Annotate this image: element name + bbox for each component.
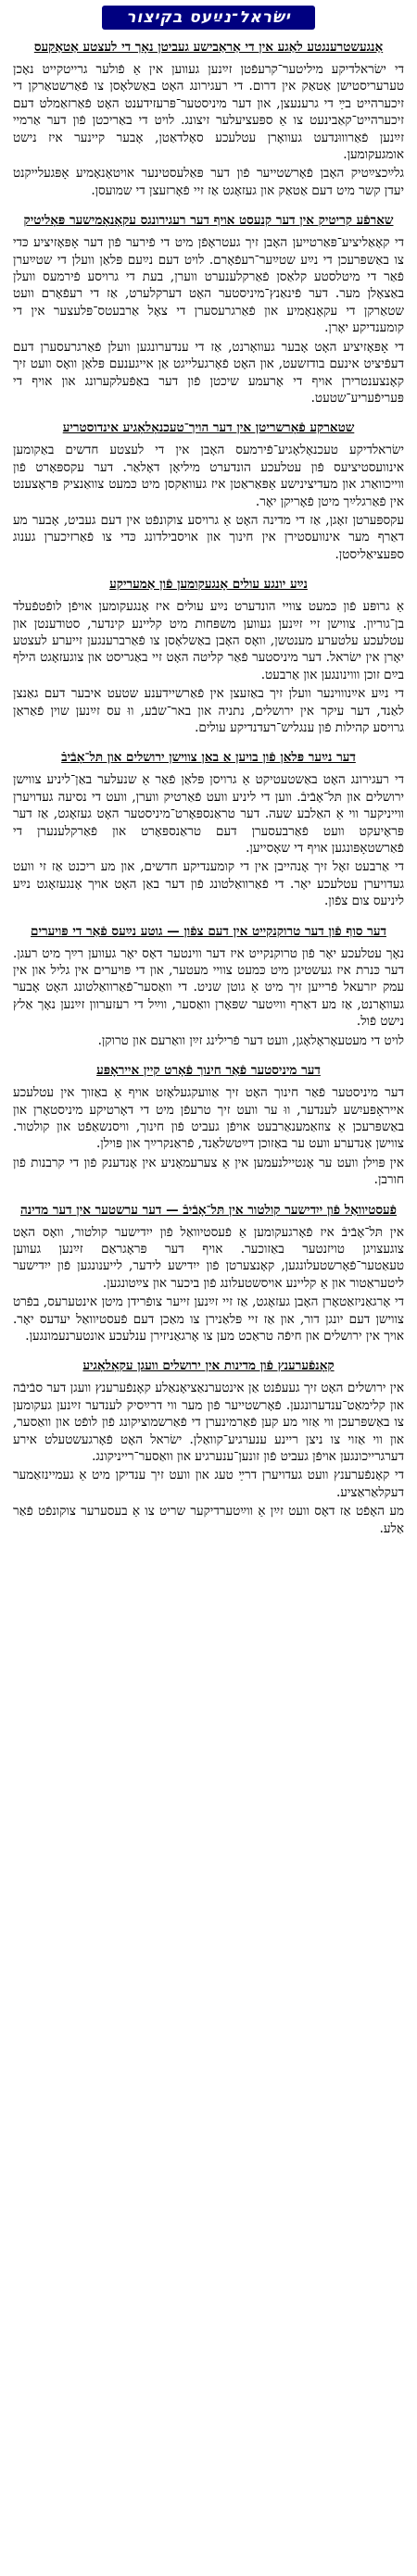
article-body: [13, 945, 404, 1049]
article: [13, 39, 404, 199]
page-title: ישׂראל־נײַעס בקיצור: [126, 8, 291, 27]
article-paragraph: מע האָפֿט אַז דאָס וועט זײַן אַ ווײַטערדיקער שריט צו אַ בעסערער צוקונפֿט פֿאַר אַלע.: [13, 1504, 404, 1536]
article-headline-link[interactable]: אַנגעשטרענגטע לאַגע אין די אַראַבישע געביטן נאָך די לעצטע אַטאַקעס: [33, 40, 384, 55]
article-paragraph: לויט די מעטעאָראָלאָגן, וועט דער פֿרילינג זײַן וואַרעם און טרוקן.: [97, 1032, 404, 1048]
masthead: [102, 6, 315, 30]
article-paragraph: אַ גרופּע פֿון כּמעט צוויי הונדערט נײַע עולים איז אָנגעקומען אויפֿן לופֿטפֿעלד בן־גוריון. צווישן זיי זײַנען געווען משפּחות מיט קליינע קינדער, סטודענטן און עטלעכע עלטערע מענטשן, וואָס האָבן באַשלאָסן צו פֿאַרברענגען זייערע לעצטע יאָרן אין ישׂראל. דער מיניסטער פֿאַר קליטה האָט זיי באַגריסט און צוגעזאָגט הילף בײַם זוכן וווינונגען און אַרבעט.: [13, 599, 404, 682]
article-paragraph: די רעגירונג האָט באַשטעטיקט אַ גרויסן פּלאַן פֿאַר אַ שנעלער באַן־ליניע צווישן ירושלים און תּל־אָבֿיבֿ. ווען די ליניע וועט פֿאַרטיק ווערן, וועט די נסיעה געדויערן ווייניקער ווי אַ האַלבע שעה. דער טראַנספּאָרט־מיניסטער האָט געזאָגט, אַז דער פּראָיעקט וועט פֿאַרבעסערן דעם טראַנספּאָרט און פֿאַרקלענערן די פֿאַרשטאָפּונגען אויף די שאָסייען.: [13, 772, 404, 857]
article-paragraph: ישׂראלדיקע טעכנאָלאָגיע־פֿירמעס האָבן אין די לעצטע חדשים באַקומען אינוועסטיציעס פֿון עטלעכע הונדערט מיליאָן דאָלאַר. דער עקספּאָרט פֿון ווייכוואַרג און מעדיצינישע אַפּאַראַטן איז געוואַקסן מיט כּמעט צוואַנציק פּראָצענט אין פֿאַרגלײַך מיטן פֿאָריקן יאָר.: [13, 443, 404, 509]
article-body: [13, 61, 404, 199]
article-body: [13, 598, 404, 736]
article: [13, 419, 404, 563]
article-paragraph: די אָפּאָזיציע האָט אָבער געוואָרנט, אַז די ענדערונגען וועלן פֿאַרגרעסערן דעם דעפֿיציט אינעם בודזשעט, און האָט פֿאָרגעלייגט אַן אייגענעם פּלאַן וואָס וועט זיך קאָנצענטרירן אויף די אָרעמע שיכטן פֿון דער באַפֿעלקערונג און אויף די פּעריפֿעריע־שטעט.: [13, 339, 404, 406]
article-paragraph: די ישׂראלדיקע מיליטער־קרעפֿטן זײַנען געווען אין אַ פֿולער גרייטקייט נאָכן טערעריסטישן אַטאַק אין דרום. די רעגירונג האָט באַשלאָסן צו פֿאַרשטאַרקן די זיכערהייט בײַ די גרענעצן, און דער מיניסטער־פּרעזידענט האָט פֿאַרזאַמלט דעם זיכערהייט־קאַבינעט צו אַ ספּעציעלער זיצונג. לויט די באַריכטן פֿון דער אַרמיי זײַנען פֿאַרוווּנדעט געוואָרן עטלעכע סאָלדאַטן, אָבער קיינער איז נישט אומגעקומען.: [13, 62, 404, 163]
article-headline-link[interactable]: דער סוף פֿון דער טרוקנקייט אין דעם צפֿון — גוטע נײַעס פֿאַר די פּויערים: [31, 923, 386, 939]
article-paragraph: נאָך עטלעכע יאָר פֿון טרוקנקייט איז דער ווינטער דאָס יאָר געווען רײַך מיט רעגן. דער כּנרת איז געשטיגן מיט כּמעט צוויי מעטער, און די פּויערים אין גליל און אין עמק יזרעאל פֿרייען זיך מיט אַ גוטן שניט. די וואַסער־פֿאַרוואַלטונג האָט אָבער געוואָרנט, אַז מע דאַרף ווײַטער שפּאָרן וואַסער, ווײַל די רעזערוון זײַנען נאָך אַלץ נישט פֿול.: [13, 945, 404, 1030]
article: [13, 1062, 404, 1188]
article: [13, 1202, 404, 1345]
article: [13, 1357, 404, 1537]
article-headline-link[interactable]: שטאַרקע פֿאָרשריטן אין דער הויך־טעכנאָלאָגיע אינדוסטריע: [62, 420, 355, 436]
article-body: [13, 1224, 404, 1345]
article-headline-link[interactable]: דער נײַער פּלאַן פֿון בויען אַ באַן צווישן ירושלים און תּל־אָבֿיבֿ: [61, 750, 356, 766]
article: [13, 212, 404, 406]
article-headline-link[interactable]: נײַע יונגע עולים אָנגעקומען פֿון אַמעריקע: [109, 577, 308, 593]
article-body: [13, 1380, 404, 1537]
article-paragraph: די קאָאַליציע־פּאַרטייען האָבן זיך געטראָפֿן מיט די פֿירער פֿון דער אָפּאָזיציע כּדי צו באַשפּרעכן די נײַע שטײַער־רעפֿאָרם. לויט דעם נײַעם פּלאַן וועלן די שטײַערן פֿאַר די מיטלסטע קלאַסן פֿאַרקלענערט ווערן, בעת די גרויסע פֿירמעס וועלן באַצאָלן מער. דער פֿינאַנץ־מיניסטער האָט דערקלערט, אַז די רעפֿאָרם וועט שטאַרקן די עקאָנאָמיע און פֿאַרגרעסערן די צאָל אַרבעטס־פּלעצער אין די קומענדיקע יאָרן.: [13, 235, 404, 336]
article-body: [13, 442, 404, 563]
article-paragraph: אין תּל־אָבֿיבֿ איז פֿאָרגעקומען אַ פֿעסטיוואַל פֿון ייִדישער קולטור, וואָס האָט צוגעצויגן טויזנטער באַזוכער. אויף דער פּראָגראַם זײַנען געווען טעאַטער־פֿאָרשטעלונגען, קאָנצערטן פֿון ייִדישע לידער, לייענונגען פֿון ייִדישער ליטעראַטור און אַ קליינע אויסשטעלונג פֿון ביכער און צײַטונגען.: [13, 1224, 404, 1291]
article-paragraph: אין ירושלים האָט זיך געעפֿנט אַן אינטערנאַציאָנאַלע קאָנפֿערענץ וועגן דער סבֿיבֿה און קלימאַט־ענדערונגען. פֿאָרשטייער פֿון מער ווי דרײַסיק לענדער זײַנען געקומען צו באַשפּרעכן ווי אַזוי מע קען פֿאַרמינערן די פֿאַרשמוציקונג פֿון לופֿט און וואַסער, און ווי אַזוי צו ניצן ריינע ענערגיע־קוואַלן. ישׂראל האָט פֿאָרגעשטעלט אירע דערגרייכונגען אויפֿן געביט פֿון זונען־ענערגיע און וואַסער־רייניקונג.: [13, 1381, 404, 1464]
article-paragraph: די נײַע אײַנוווינער וועלן זיך באַזעצן אין פֿאַרשיידענע שטעט איבער דעם גאַנצן לאַנד, דער עיקר אין ירושלים, נתניה און באר־שבֿע, ווּ עס זײַנען שוין פֿאַראַן גרויסע קהילות פֿון ענגליש־רעדנדיקע עולים.: [13, 686, 404, 735]
article: [13, 749, 404, 909]
article-paragraph: די אַרבעט זאָל זיך אָנהייבן אין די קומענדיקע חדשים, און מע ריכנט אַז זי וועט געדויערן עטלעכע יאָר. די פֿאַרוואַלטונג פֿון דער באַן האָט אויך אָנגעזאָגט נײַע ליניעס צום צפֿון.: [13, 859, 404, 909]
article-body: [13, 1084, 404, 1188]
article-headline-link[interactable]: פֿעסטיוואַל פֿון ייִדישער קולטור אין תּל־אָבֿיבֿ — דער ערשטער אין דער מדינה: [19, 1202, 398, 1218]
article-headline-link[interactable]: קאָנפֿערענץ פֿון מדינות אין ירושלים וועגן עקאָלאָגיע: [82, 1358, 335, 1374]
article-paragraph: די קאָנפֿערענץ וועט געדויערן דרײַ טעג און וועט זיך ענדיקן מיט אַ געמיינזאַמער דעקלאַראַציע.: [13, 1468, 404, 1500]
article-paragraph: עקספּערטן זאָגן, אַז די מדינה האָט אַ גרויסע צוקונפֿט אין דעם געביט, אָבער מע דאַרף מער אינוועסטירן אין חינוך און אויסבילדונג כּדי צו פֿאַרזיכערן גענוג ספּעציאַליסטן.: [13, 512, 404, 562]
article: [13, 576, 404, 736]
articles-list: [13, 39, 404, 1537]
article-paragraph: די אָרגאַניזאַטאָרן האָבן געזאָגט, אַז זיי זײַנען זייער צופֿרידן מיטן אינטערעס, בפֿרט צווישן דעם יונגן דור, און אַז זיי פּלאַנירן צו מאַכן דעם פֿעסטיוואַל יעדעס יאָר. אויך אין ירושלים און חיפֿה טראַכט מען צו אָרגאַניזירן ענלעכע אונטערנעמונגען.: [13, 1294, 404, 1344]
article-paragraph: גלײַכצײַטיק האָבן פֿאָרשטייער פֿון דער פּאַלעסטינער אויטאָנאָמיע אָפּגעלייקנט יעדן קשר מיט דעם אַטאַק און געזאָגט אַז זיי פֿאָרזעצן די שמועסן.: [13, 166, 404, 198]
article-paragraph: דער מיניסטער פֿאַר חינוך האָט זיך אַוועקגעלאָזט אויף אַ באַזוך אין עטלעכע אייראָפּעיִשע לענדער, ווּ ער וועט זיך טרעפֿן מיט די דאָרטיקע מיניסטאָרן און באַשפּרעכן אַ צוזאַמענאַרבעט אויפֿן געביט פֿון חינוך, וויסנשאַפֿט און קולטור. צווישן אַנדערע וועט ער באַזוכן דײַטשלאַנד, פֿראַנקרײַך און פּוילן.: [13, 1085, 404, 1152]
article-headline-link[interactable]: דער מיניסטער פֿאַר חינוך פֿאָרט קיין אייראָפּע: [96, 1063, 321, 1079]
article-paragraph: אין פּוילן וועט ער אָנטיילנעמען אין אַ צערעמאָניע אין אָנדענק פֿון די קרבנות פֿון חורבן.: [13, 1155, 404, 1188]
article: [13, 923, 404, 1049]
article-headline-link[interactable]: שאַרפֿע קריטיק אין דער קנעסט אויף דער רעגירונגס עקאָנאָמישער פּאָליטיק: [23, 213, 394, 229]
article-body: [13, 234, 404, 406]
article-body: [13, 771, 404, 909]
